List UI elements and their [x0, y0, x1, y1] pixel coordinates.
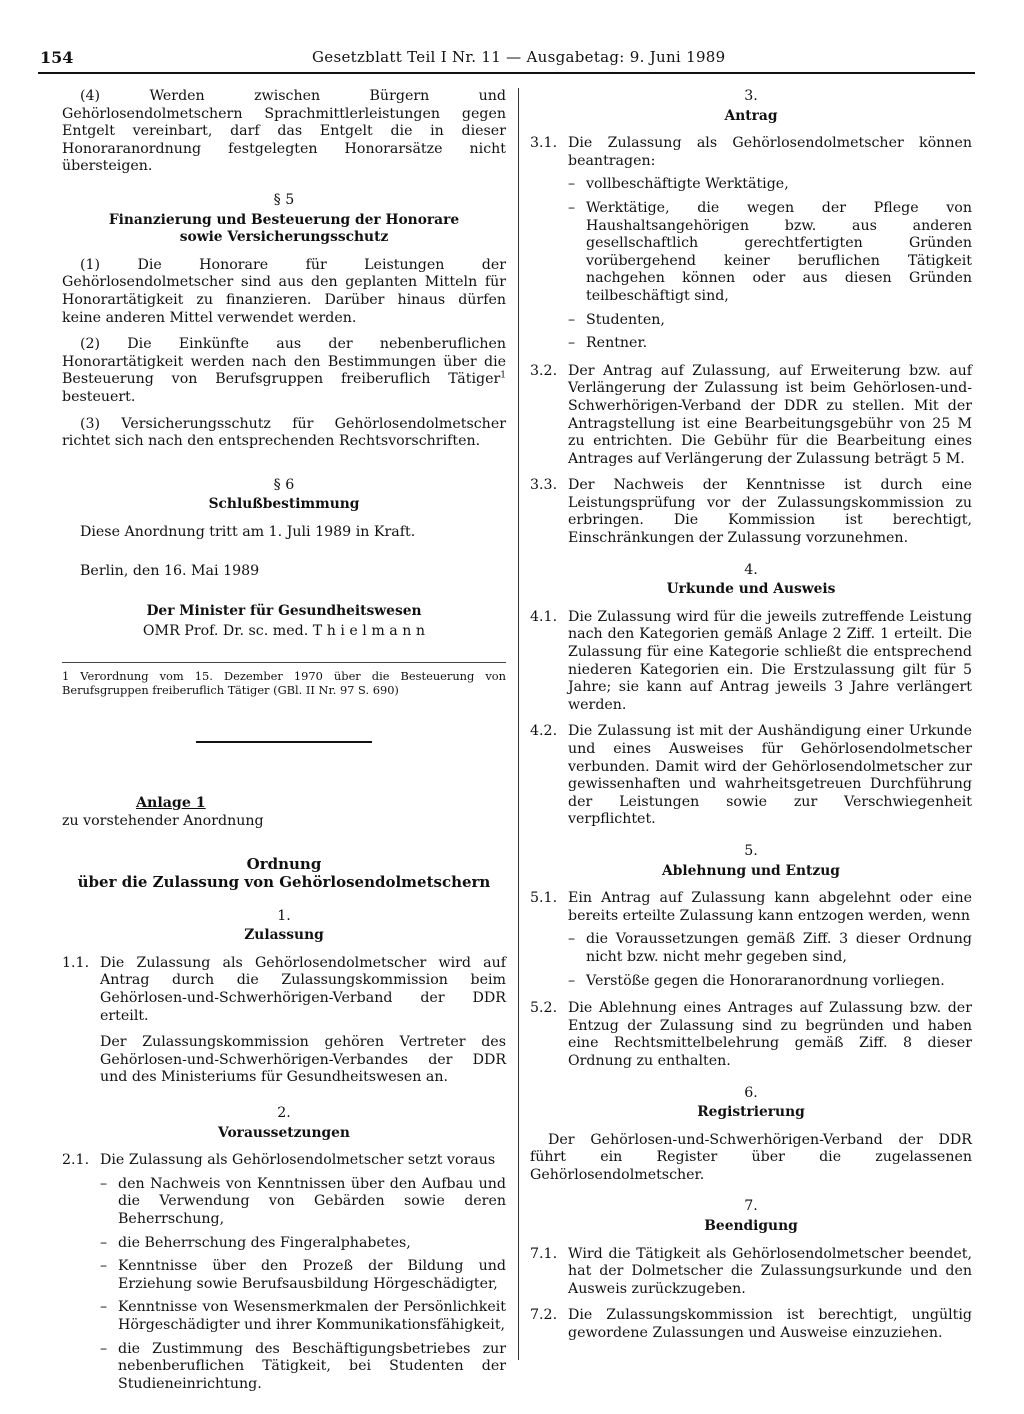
- list-item-text: den Nachweis von Kenntnissen über den Aufbau und die Verwendung von Gebärden sowie deren Beherrschung,: [118, 1175, 506, 1227]
- section-3-number: 3.: [744, 88, 758, 104]
- item-text: Die Zulassung als Gehörlosendolmetscher können beantragen:: [568, 135, 972, 169]
- item-text: Die Zulassungskommission ist berechtigt, ungültig gewordene Zulassungen und Ausweise einzuziehen.: [568, 1307, 972, 1342]
- item-5-2: [530, 1000, 972, 1070]
- item-3-2: [530, 363, 972, 469]
- item-number: 4.2.: [530, 723, 558, 740]
- paragraph-s5-2-text: (2) Die Einkünfte aus der nebenberuflichen Honorartätigkeit werden nach den Bestimmungen über die Besteuerung von Berufsgruppen freiberuflich Tätiger: [62, 336, 506, 388]
- item-number: 7.1.: [530, 1245, 558, 1262]
- list-item-text: Rentner.: [586, 335, 648, 352]
- section-6z-title: Registrierung: [697, 1104, 805, 1121]
- paragraph-s5-2-end: besteuert.: [62, 388, 136, 405]
- paragraph-s5-2: [62, 336, 506, 406]
- section-2-title: Voraussetzungen: [218, 1124, 350, 1141]
- list-item: – Verstöße gegen die Honoraranordnung vorliegen.: [568, 972, 945, 989]
- list-item-text: Studenten,: [586, 311, 665, 328]
- item-number: 4.1.: [530, 608, 558, 625]
- paragraph-registrierung: Der Gehörlosen-und-Schwerhörigen-Verband der DDR führt ein Register über die zugelassenen Gehörlosendolmetscher.: [530, 1131, 972, 1183]
- item-1-1-continuation: Der Zulassungskommission gehören Vertreter des Gehörlosen-und-Schwerhörigen-Verbandes der DDR und des Ministeriums für Gesundheitswesen an.: [100, 1034, 506, 1086]
- separator-line: [196, 741, 372, 743]
- item-1-1: [62, 955, 506, 1025]
- list-item-text: Verstöße gegen die Honoraranordnung vorliegen.: [586, 972, 945, 989]
- item-4-1: [530, 609, 972, 715]
- anlage-label-text: Anlage 1: [136, 795, 206, 812]
- list-item: – die Zustimmung des Beschäftigungsbetriebes zur nebenberuflichen Tätigkeit, bei Studenten der Studieneinrichtung.: [100, 1340, 506, 1392]
- item-text: Der Nachweis der Kenntnisse ist durch eine Leistungsprüfung vor der Zulassungskommission zu erbringen. Die Kommission ist berechtigt, Einschränkungen der Zulassung vorzunehmen.: [568, 477, 972, 547]
- section-5z-title: Ablehnung und Entzug: [662, 862, 840, 879]
- item-text: Die Zulassung wird für die jeweils zutreffende Leistung nach den Kategorien gemäß Anlage 2 Ziff. 1 erteilt. Die Zulassung für eine Kategorie schließt die entsprechend niederen Kategorien ein. Die Erstzulassung gilt für 5 Jahre; sie kann auf Antrag jeweils 3 Jahre verlängert werden.: [568, 608, 972, 713]
- minister-name: OMR Prof. Dr. sc. med. T h i e l m a n n: [142, 622, 426, 639]
- section-2-number: 2.: [277, 1104, 291, 1121]
- section-5z-number: 5.: [744, 842, 758, 859]
- left-column: [62, 88, 506, 1399]
- section-3-title: Antrag: [724, 107, 778, 124]
- item-text: Wird die Tätigkeit als Gehörlosendolmetscher beendet, hat der Dolmetscher die Zulassungsurkunde und den Ausweis zurückzugeben.: [568, 1245, 972, 1297]
- item-number: 3.2.: [530, 362, 558, 379]
- list-item: – die Beherrschung des Fingeralphabetes,: [100, 1234, 411, 1251]
- section-1-number: 1.: [277, 907, 291, 924]
- item-number: 3.3.: [530, 477, 558, 494]
- list-item-text: Kenntnisse von Wesensmerkmalen der Persönlichkeit Hörgeschädigter und ihrer Kommunikationsfähigkeit,: [118, 1299, 506, 1333]
- column-divider: [518, 88, 519, 1360]
- item-text: Die Zulassung ist mit der Aushändigung einer Urkunde und eines Ausweises für Gehörlosendolmetscher verbunden. Damit wird der Gehörlosendolmetscher zur gewissenhaften und wahrheitsgetreuen Durchführung der Leistungen sowie zur Verschwiegenheit verpflichtet.: [568, 723, 972, 828]
- item-text: Ein Antrag auf Zulassung kann abgelehnt oder eine bereits erteilte Zulassung kann entzogen werden, wenn: [568, 890, 972, 924]
- minister-title: Der Minister für Gesundheitswesen: [146, 603, 422, 620]
- footnote: 1 Verordnung vom 15. Dezember 1970 über die Besteuerung von Berufsgruppen freiberuflich Tätiger (GBl. II Nr. 97 S. 690): [62, 662, 506, 697]
- list-item-text: die Voraussetzungen gemäß Ziff. 3 dieser Ordnung nicht bzw. nicht mehr gegeben sind,: [586, 931, 972, 965]
- section-6z-number: 6.: [744, 1084, 758, 1101]
- item-number: 5.1.: [530, 890, 558, 907]
- paragraph-s4-4: (4) Werden zwischen Bürgern und Gehörlosendolmetschern Sprachmittlerleistungen gegen Entgelt vereinbart, darf das Entgelt die in dieser Honoraranordnung festgelegten Honorarsätze nicht übersteigen.: [62, 88, 506, 175]
- page-header: [38, 42, 975, 74]
- list-item: – Werktätige, die wegen der Pflege von Haushaltsangehörigen bzw. aus anderen gesellschaftlich gerechtfertigten Gründen vorübergehend keiner beruflichen Tätigkeit nachgehen können oder aus diesen Gründen teilbeschäftigt sind,: [568, 199, 972, 304]
- section-5-title-line1: Finanzierung und Besteuerung der Honorare: [108, 211, 460, 228]
- list-item-text: Werktätige, die wegen der Pflege von Haushaltsangehörigen bzw. aus anderen gesellschaftlich gerechtfertigten Gründen vorübergehend keiner beruflichen Tätigkeit nachgehen können oder aus diesen Gründen teilbeschäftigt sind,: [586, 199, 972, 304]
- item-5-1: [530, 890, 972, 925]
- section-4-number: 4.: [744, 561, 758, 578]
- list-item-text: Kenntnisse über den Prozeß der Bildung und Erziehung sowie Berufsausbildung Hörgeschädigter,: [118, 1258, 506, 1292]
- ordnung-title-line1: Ordnung: [246, 855, 322, 874]
- list-item: – den Nachweis von Kenntnissen über den Aufbau und die Verwendung von Gebärden sowie deren Beherrschung,: [100, 1175, 506, 1227]
- paragraph-s5-3: (3) Versicherungsschutz für Gehörlosendolmetscher richtet sich nach den entsprechenden Rechtsvorschriften.: [62, 415, 506, 450]
- section-1-title: Zulassung: [244, 927, 324, 944]
- list-item: – Kenntnisse von Wesensmerkmalen der Persönlichkeit Hörgeschädigter und ihrer Kommunikationsfähigkeit,: [100, 1299, 506, 1333]
- list-item: – die Voraussetzungen gemäß Ziff. 3 dieser Ordnung nicht bzw. nicht mehr gegeben sind,: [568, 931, 972, 965]
- footnote-ref: 1: [500, 370, 506, 381]
- item-number: 1.1.: [62, 954, 90, 971]
- section-5-title-line2: sowie Versicherungsschutz: [179, 229, 389, 246]
- section-7-title: Beendigung: [704, 1218, 798, 1235]
- section-6-title: Schlußbestimmung: [208, 496, 360, 513]
- section-4-title: Urkunde und Ausweis: [666, 581, 836, 598]
- item-text: Die Zulassung als Gehörlosendolmetscher setzt voraus: [100, 1152, 496, 1169]
- item-text: Der Antrag auf Zulassung, auf Erweiterung bzw. auf Verlängerung der Zulassung ist beim Gehörlosen-und-Schwerhörigen-Verband der DDR zu stellen. Mit der Antragstellung ist eine Bearbeitungsgebühr von 25 M zu entrichten. Die Gebühr für die Bearbeitung eines Antrages auf Verlängerung der Zulassung beträgt 5 M.: [568, 362, 972, 467]
- item-number: 5.2.: [530, 1000, 558, 1017]
- item-3-1: [530, 135, 972, 170]
- item-7-1: [530, 1246, 972, 1299]
- item-2-1: [62, 1152, 506, 1170]
- paragraph-s5-1: (1) Die Honorare für Leistungen der Gehörlosendolmetscher sind aus den geplanten Mitteln für Honorartätigkeit zu finanzieren. Darüber hinaus dürfen keine anderen Mittel verwendet werden.: [62, 256, 506, 326]
- item-text: Die Zulassung als Gehörlosendolmetscher wird auf Antrag durch die Zulassungskommission beim Gehörlosen-und-Schwerhörigen-Verband der DDR erteilt.: [100, 954, 506, 1024]
- item-number: 2.1.: [62, 1152, 90, 1169]
- item-4-2: [530, 723, 972, 829]
- list-item-text: die Zustimmung des Beschäftigungsbetriebes zur nebenberuflichen Tätigkeit, bei Studenten der Studieneinrichtung.: [118, 1340, 506, 1392]
- item-number: 7.2.: [530, 1307, 558, 1324]
- anlage-subtitle: zu vorstehender Anordnung: [62, 812, 264, 829]
- item-number: 3.1.: [530, 135, 558, 152]
- header-title: Gesetzblatt Teil I Nr. 11 — Ausgabetag: 9. Juni 1989: [312, 48, 726, 66]
- section-7-number: 7.: [744, 1198, 758, 1215]
- place-date: Berlin, den 16. Mai 1989: [80, 563, 260, 580]
- list-item-text: die Beherrschung des Fingeralphabetes,: [118, 1234, 411, 1251]
- section-5-number: § 5: [273, 191, 295, 208]
- item-3-3: [530, 477, 972, 547]
- paragraph-s6: Diese Anordnung tritt am 1. Juli 1989 in Kraft.: [80, 523, 416, 540]
- item-text: Die Ablehnung eines Antrages auf Zulassung bzw. der Entzug der Zulassung sind zu begründen und haben eine Rechtsmittelbelehrung gemäß Ziff. 8 dieser Ordnung zu enthalten.: [568, 1000, 972, 1069]
- list-item-text: vollbeschäftigte Werktätige,: [586, 176, 789, 193]
- page-number: 154: [40, 48, 74, 67]
- list-item: – Rentner.: [568, 335, 648, 352]
- list-item: – Studenten,: [568, 311, 665, 328]
- anlage-label: [62, 795, 506, 813]
- list-item: – vollbeschäftigte Werktätige,: [568, 176, 789, 193]
- right-column: [530, 88, 972, 1352]
- list-item: – Kenntnisse über den Prozeß der Bildung und Erziehung sowie Berufsausbildung Hörgeschädigter,: [100, 1258, 506, 1292]
- ordnung-title-line2: über die Zulassung von Gehörlosendolmetschern: [77, 873, 491, 892]
- section-6-number: § 6: [273, 476, 295, 493]
- item-7-2: [530, 1307, 972, 1342]
